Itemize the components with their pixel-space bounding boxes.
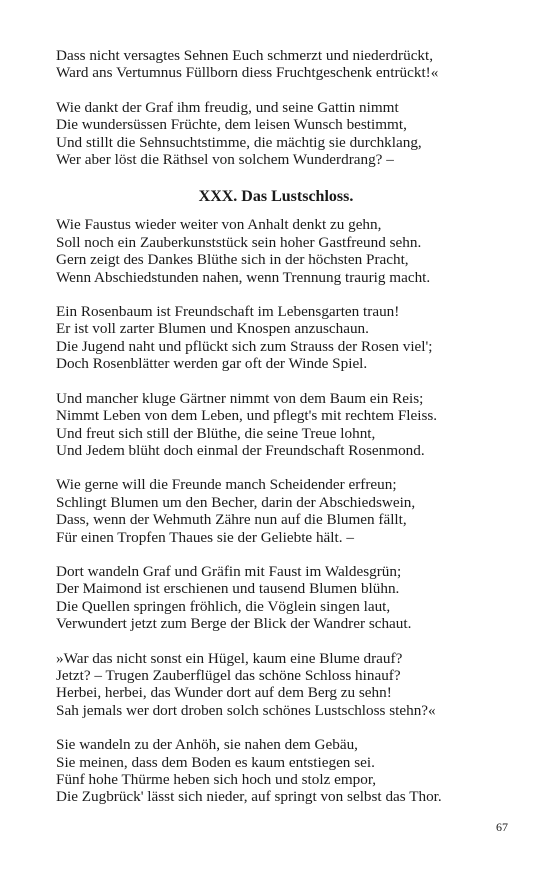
stanzas-before-heading (56, 47, 496, 168)
verse-line: »War das nicht sonst ein Hügel, kaum eine Blume drauf? (56, 649, 403, 667)
verse-line: Wie Faustus wieder weiter von Anhalt denkt zu gehn, (56, 216, 382, 234)
verse-line: Dass, wenn der Wehmuth Zähre nun auf die Blumen fällt, (56, 511, 407, 529)
verse-line: Und Jedem blüht doch einmal der Freundschaft Rosenmond. (56, 441, 425, 459)
stanza (56, 476, 496, 546)
verse-line: Die Zugbrück' lässt sich nieder, auf springt von selbst das Thor. (56, 788, 442, 806)
verse-line: Nimmt Leben von dem Leben, und pflegt's mit rechtem Fleiss. (56, 407, 438, 425)
stanza (56, 390, 496, 460)
verse-line: Ein Rosenbaum ist Freundschaft im Lebensgarten traun! (56, 303, 400, 321)
verse-line: Wie gerne will die Freunde manch Scheidender erfreun; (56, 476, 397, 494)
verse-line: Jetzt? – Trugen Zauberflügel das schöne Schloss hinauf? (56, 666, 401, 684)
verse-line: Sie wandeln zu der Anhöh, sie nahen dem Gebäu, (56, 736, 358, 754)
stanza (56, 563, 496, 633)
verse-line: Doch Rosenblätter werden gar oft der Winde Spiel. (56, 355, 368, 373)
verse-line: Die Quellen springen fröhlich, die Vöglein singen laut, (56, 597, 391, 615)
verse-line: Verwundert jetzt zum Berge der Blick der Wandrer schaut. (56, 615, 412, 633)
stanza (56, 99, 496, 169)
verse-line: Wie dankt der Graf ihm freudig, und seine Gattin nimmt (56, 98, 399, 116)
verse-line: Und mancher kluge Gärtner nimmt von dem Baum ein Reis; (56, 389, 424, 407)
verse-line: Gern zeigt des Dankes Blüthe sich in der höchsten Pracht, (56, 251, 409, 269)
verse-line: Und freut sich still der Blüthe, die seine Treue lohnt, (56, 424, 376, 442)
verse-line: Wer aber löst die Räthsel von solchem Wunderdrang? – (56, 151, 394, 169)
stanza (56, 47, 496, 82)
verse-line: Sie meinen, dass dem Boden es kaum entstiegen sei. (56, 753, 375, 771)
verse-line: Ward ans Vertumnus Füllborn diess Fruchtgeschenk entrückt!« (56, 64, 439, 82)
verse-line: Schlingt Blumen um den Becher, darin der Abschiedswein, (56, 493, 416, 511)
verse-line: Wenn Abschiedstunden nahen, wenn Trennung traurig macht. (56, 268, 431, 286)
stanza (56, 216, 496, 286)
verse-line: Dort wandeln Graf und Gräfin mit Faust im Waldesgrün; (56, 562, 402, 580)
verse-line: Und stillt die Sehnsuchtstimme, die mächtig sie durchklang, (56, 133, 422, 151)
stanza (56, 736, 496, 806)
verse-line: Dass nicht versagtes Sehnen Euch schmerzt und niederdrückt, (56, 47, 434, 64)
verse-line: Die Jugend naht und pflückt sich zum Strauss der Rosen viel'; (56, 337, 433, 355)
section-heading: XXX. Das Lustschloss. (198, 188, 354, 206)
verse-line: Er ist voll zarter Blumen und Knospen anzuschaun. (56, 320, 369, 338)
verse-line: Fünf hohe Thürme heben sich hoch und stolz empor, (56, 771, 377, 788)
verse-line: Für einen Tropfen Thaues sie der Geliebte hält. – (56, 528, 354, 546)
page-body (56, 47, 496, 823)
verse-line: Herbei, herbei, das Wunder dort auf dem Berg zu sehn! (56, 684, 392, 702)
stanzas-after-heading (56, 216, 496, 805)
verse-line: Der Maimond ist erschienen und tausend Blumen blühn. (56, 580, 400, 598)
verse-line: Sah jemals wer dort droben solch schönes Lustschloss stehn?« (56, 701, 436, 719)
stanza (56, 303, 496, 373)
verse-line: Die wundersüssen Früchte, dem leisen Wunsch bestimmt, (56, 116, 407, 134)
page-number: 67 (496, 820, 508, 834)
verse-line: Soll noch ein Zauberkunststück sein hoher Gastfreund sehn. (56, 233, 422, 251)
stanza (56, 650, 496, 720)
